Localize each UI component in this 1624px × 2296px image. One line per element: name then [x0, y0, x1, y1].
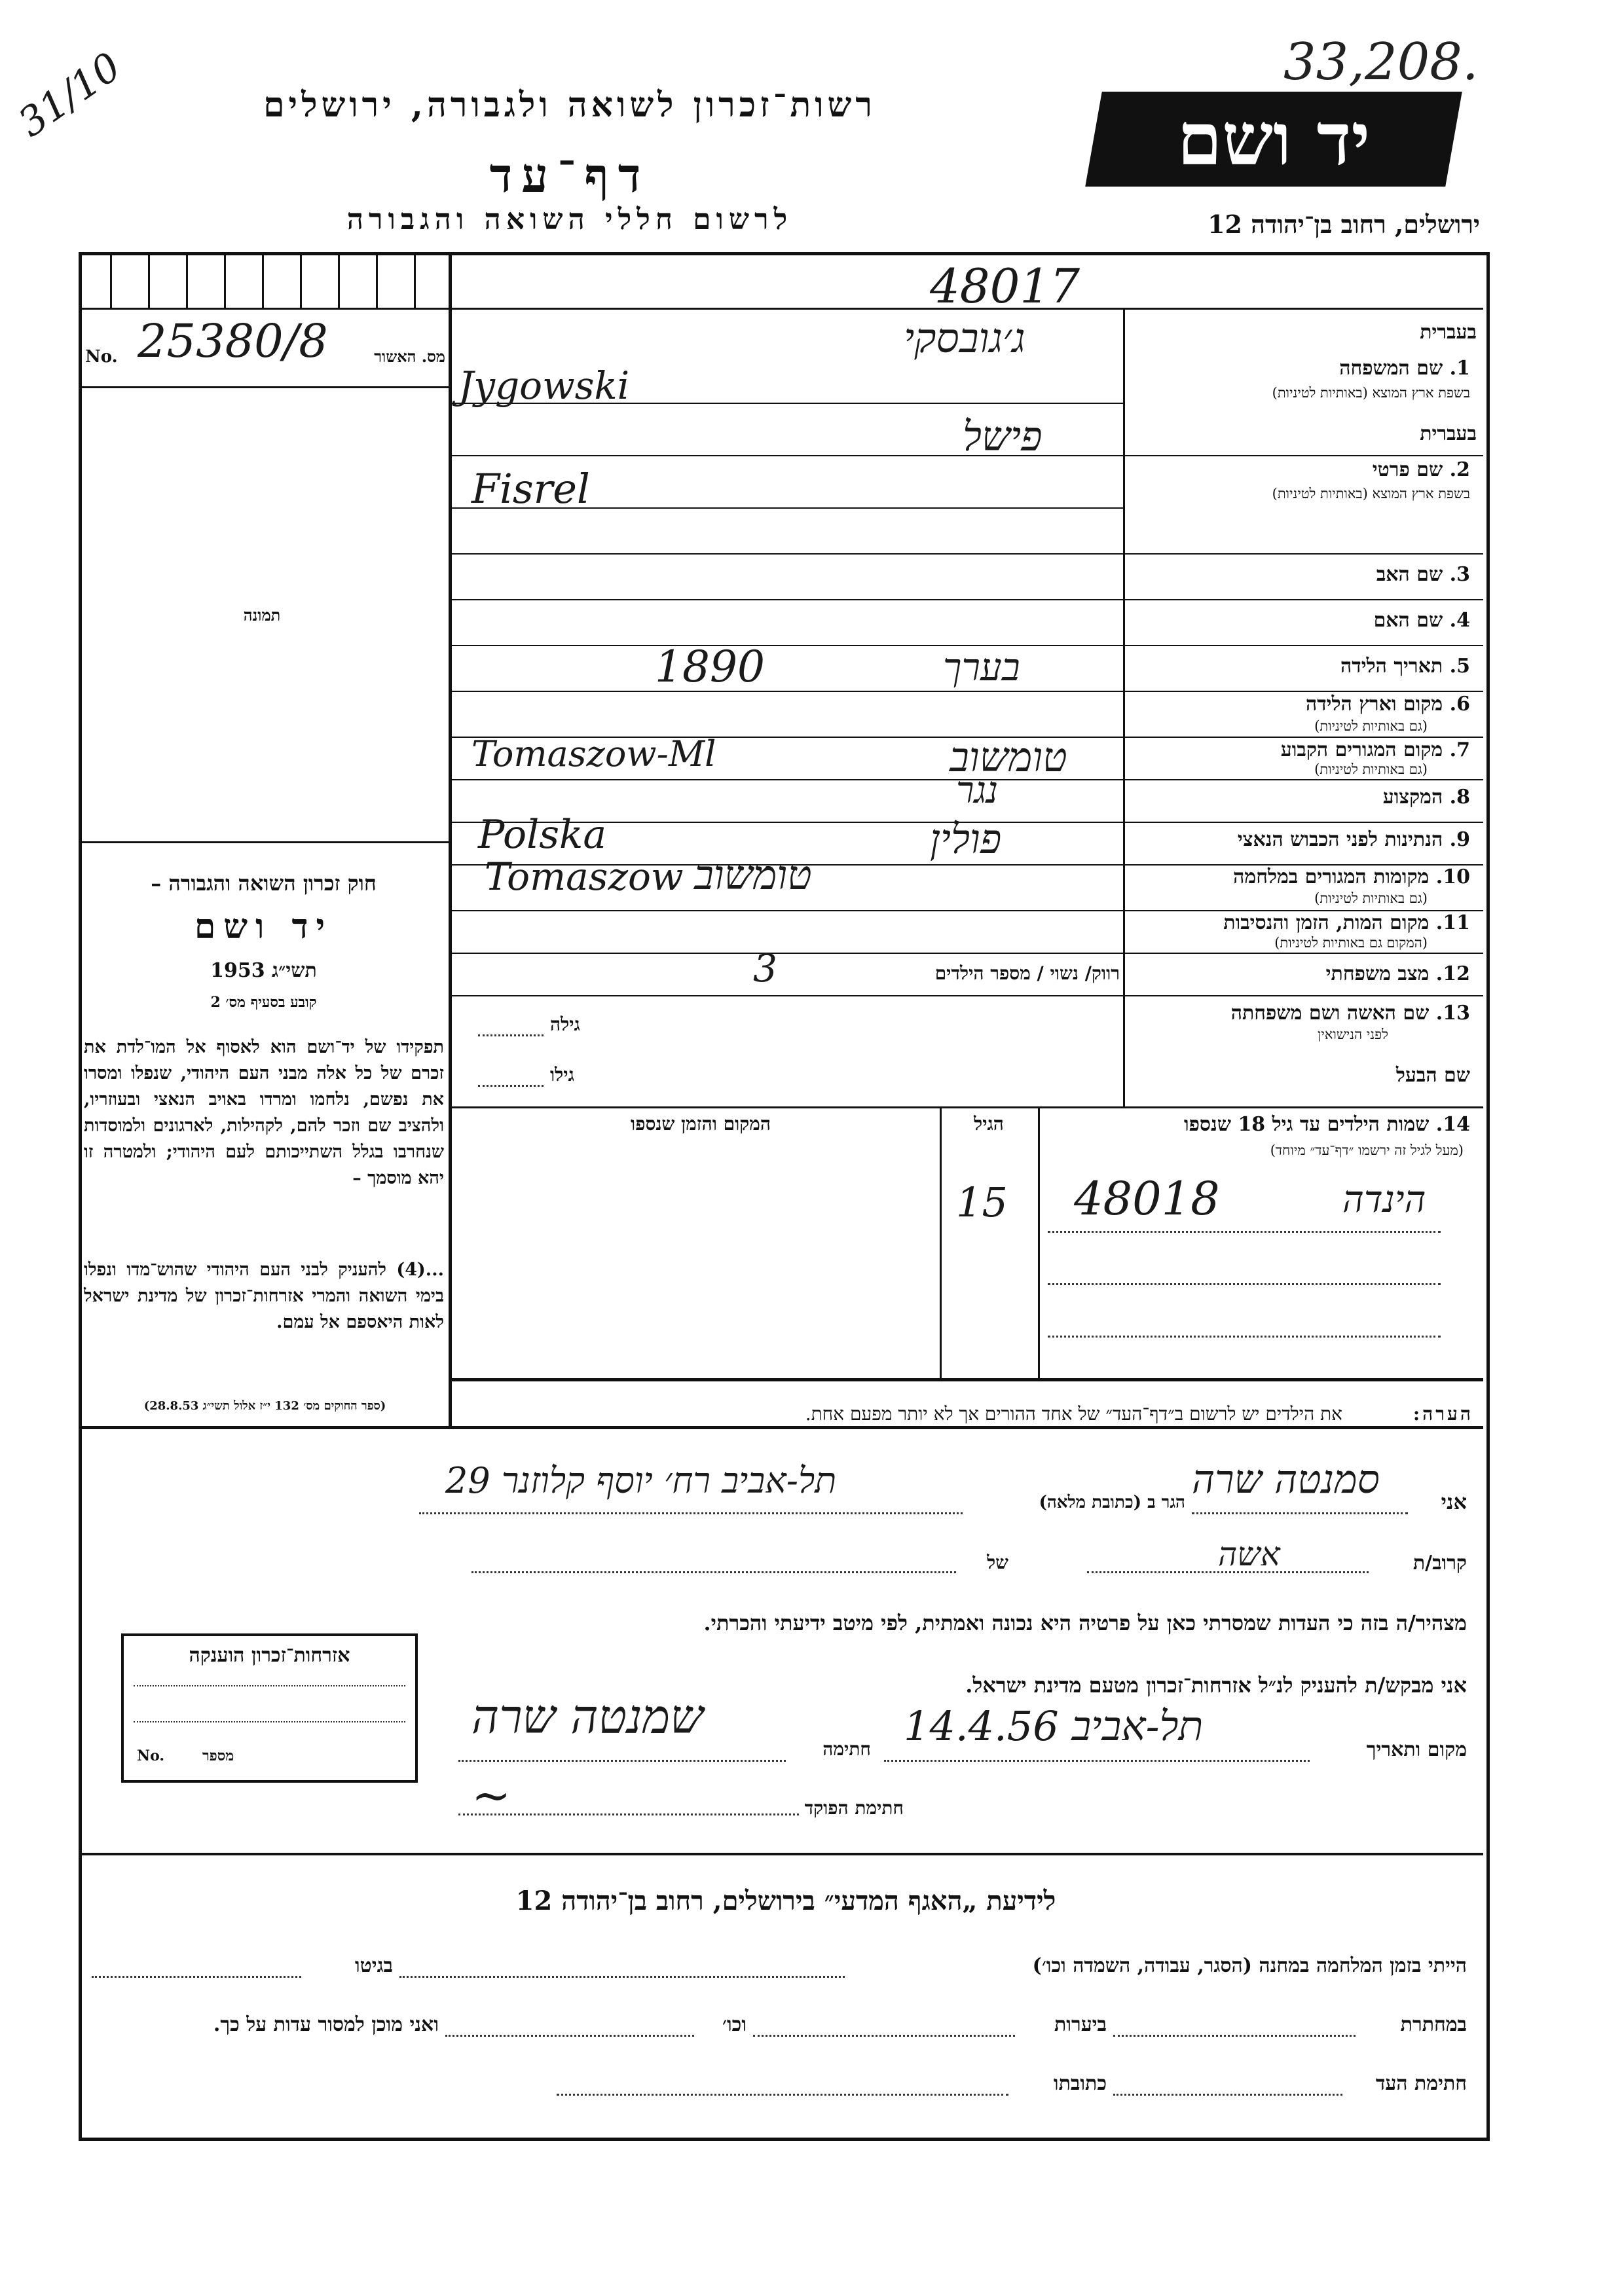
f13-sub: לפני הנישואין	[1318, 1027, 1388, 1042]
f9-value-lat: Polska	[478, 812, 607, 858]
f11-number: 11.	[1435, 911, 1470, 934]
f12-label	[1326, 962, 1470, 985]
f14-label	[1184, 1113, 1470, 1136]
f13-age-label: גילה	[550, 1013, 580, 1035]
f1-in-hebrew: בעברית	[1420, 321, 1477, 344]
f10-sub: (גם באותיות לטיניות)	[1314, 890, 1428, 906]
law-name: יד ושם	[194, 907, 333, 947]
f12-label-text: מצב משפחתי	[1325, 962, 1430, 985]
f1-label-text: שם המשפחה	[1339, 357, 1443, 380]
note-text: את הילדים יש לרשום ב״דף־העד״ של אחד ההורים אך לא יותר מפעם אחת.	[805, 1403, 1342, 1425]
f10-label-text: מקומות המגורים במלחמה	[1233, 866, 1430, 888]
footer-line2-d: ואני מוכן למסור עדות על כך.	[213, 2013, 439, 2036]
child-age: 15	[956, 1178, 1008, 1226]
left-panel-divider	[449, 252, 452, 1427]
authority-line: רשות־זכרון לשואה ולגבורה, ירושלים	[263, 85, 876, 125]
f14-col-age: הגיל	[974, 1113, 1004, 1135]
f13-label-text: שם האשה ושם משפחתה	[1230, 1002, 1430, 1025]
form-subtitle: לרשום חללי השואה והגבורה	[346, 203, 793, 236]
f7-value-lat: Tomaszow-Ml	[471, 733, 716, 774]
f2-sub: בשפת ארץ המוצא (באותיות לטיניות)	[1272, 486, 1470, 501]
f4-label	[1374, 609, 1470, 632]
decl-address: תל-אביב רח׳ יוסף קלוזנר 29	[445, 1460, 837, 1501]
f8-value-he: נגר	[956, 769, 999, 812]
official-signature-mark: ~	[471, 1768, 511, 1823]
corner-note: 33,208.	[1283, 33, 1479, 92]
f2-number: 2.	[1449, 458, 1470, 481]
footer-line1-a: הייתי בזמן המלחמה במחנה (הסגר, עבודה, השמדה וכו׳)	[1032, 1954, 1467, 1977]
law-year: תשי״ג 1953	[210, 959, 317, 982]
reg-no-label: No.	[85, 347, 118, 367]
f5-value-he: בערך	[943, 645, 1020, 689]
citizenship-box-no: מספר	[202, 1747, 234, 1764]
f10-number: 10.	[1435, 866, 1470, 888]
f2-value-he: פישל	[963, 412, 1043, 460]
decl-official-signature-label: חתימת הפוקד	[804, 1797, 904, 1819]
decl-place-date-label: מקום ותאריך	[1366, 1738, 1467, 1761]
f6-label-text: מקום וארץ הלידה	[1305, 693, 1443, 716]
f9-number: 9.	[1449, 828, 1470, 851]
decl-signature-label: חתימה	[822, 1738, 871, 1760]
decl-request: אני מבקש/ת להעניק לנ״ל אזרחות־זכרון מטעם מדינת ישראל.	[965, 1673, 1467, 1698]
footer-line2-a: במחתרת	[1400, 2013, 1467, 2036]
f5-label	[1340, 655, 1470, 678]
footer-title: לידיעת „האגף המדעי״ בירושלים, רחוב בן־יהודה 12	[515, 1886, 1056, 1916]
law-section: קובע בסעיף מס׳ 2	[210, 994, 317, 1011]
f11-sub: (המקום גם באותיות לטיניות)	[1274, 935, 1428, 951]
husband-age-line	[478, 1085, 544, 1087]
child-code: 48018	[1074, 1172, 1220, 1226]
f1-number: 1.	[1449, 357, 1470, 380]
decl-name: סמנטה שרה	[1192, 1457, 1380, 1503]
f12-options: רווק/ נשוי / מספר הילדים	[934, 962, 1120, 984]
f11-label	[1223, 911, 1470, 934]
top-code: 48017	[930, 259, 1080, 314]
form-title: דף־עד	[489, 147, 650, 203]
citizenship-box-no-lat: No.	[137, 1747, 165, 1764]
f3-label	[1376, 563, 1470, 586]
f10-label	[1233, 866, 1470, 888]
decl-relative: קרוב/ת	[1412, 1552, 1467, 1575]
f4-label-text: שם האם	[1373, 609, 1443, 632]
f5-number: 5.	[1449, 655, 1470, 678]
f5-label-text: תאריך הלידה	[1340, 655, 1443, 678]
f2-in-hebrew: בעברית	[1420, 422, 1477, 445]
citizenship-box-title: אזרחות־זכרון הוענקה	[189, 1644, 350, 1667]
law-ref: (ספר החוקים מס׳ 132 י״ז אלול תשי״ג 28.8.53)	[143, 1399, 386, 1413]
law-text: תפקידו של יד־ושם הוא לאסוף אל המו־לדת את זכרם של כל אלה מבני העם היהודי, שנפלו ומסרו את נפשם, נלחמו ומרדו באויב הנאצי ובעוזריו, ולהציב שם וזכר להם, לקהילות, לארגונים ולמוסדות שנחרבו בגלל השתייכותם לעם היהודי; ולמטרה זו יהא מוסמך –	[84, 1037, 444, 1188]
reg-value: 25380/8	[138, 314, 328, 368]
f12-value: 3	[753, 946, 777, 991]
decl-signature-value: שמנטה שרה	[471, 1689, 704, 1744]
decl-place-date-value: תל-אביב 14.4.56	[904, 1702, 1204, 1750]
decl-of: של	[987, 1552, 1008, 1573]
f3-label-text: שם האב	[1376, 563, 1443, 586]
f13-age-line	[478, 1034, 544, 1036]
f3-number: 3.	[1449, 563, 1470, 586]
f7-number: 7.	[1449, 738, 1470, 761]
f1-value-he: ג׳גובסקי	[904, 314, 1025, 362]
child-name: הינדה	[1342, 1178, 1426, 1221]
f14-col-place: המקום והזמן שנספו	[631, 1113, 771, 1135]
f13-number: 13.	[1435, 1002, 1470, 1025]
decl-relation-value: אשה	[1218, 1535, 1280, 1573]
footer-line2-b: ביערות	[1054, 2013, 1107, 2036]
footer-line3-b: כתובתו	[1053, 2072, 1107, 2095]
f7-label	[1281, 738, 1470, 761]
f8-number: 8.	[1449, 786, 1470, 809]
f8-label	[1383, 786, 1470, 809]
decl-statement: מצהיר/ה בזה כי העדות שמסרתי כאן על פרטיה היא נכונה ואמתית, לפי מיטב ידיעתי והכרתי.	[703, 1611, 1467, 1635]
f5-value: 1890	[655, 642, 765, 692]
husband-label: שם הבעל	[1395, 1064, 1470, 1087]
f10-value-he: טומשוב	[694, 851, 812, 899]
f9-value-he: פולין	[930, 815, 1002, 863]
f7-label-text: מקום המגורים הקבוע	[1280, 738, 1443, 761]
f1-value-lat: Jygowski	[458, 363, 630, 408]
f6-label	[1306, 693, 1470, 716]
photo-label: תמונה	[243, 606, 281, 625]
f2-label-text: שם פרטי	[1372, 458, 1443, 481]
footer-line2-c: וכו׳	[722, 2013, 747, 2036]
logo	[1085, 92, 1462, 187]
f14-sub: (מעל לגיל זה ירשמו ״דף־עד״ מיוחד)	[1270, 1142, 1464, 1158]
husband-age-label: גילו	[550, 1064, 574, 1085]
f2-value-lat: Fisrel	[471, 465, 590, 513]
logo-text: יד ושם	[1177, 97, 1371, 181]
f1-label	[1339, 357, 1470, 380]
f1-sub: בשפת ארץ המוצא (באותיות לטיניות)	[1272, 385, 1470, 401]
decl-resides: הגר ב (כתובת מלאה)	[1039, 1493, 1185, 1512]
margin-stamp: 31/10	[10, 43, 130, 147]
note-label: הערה:	[1412, 1403, 1473, 1425]
f9-label	[1238, 828, 1470, 851]
decl-ani: אני	[1441, 1489, 1467, 1514]
label-column-divider	[1123, 308, 1125, 1106]
citizenship-box	[121, 1633, 418, 1783]
f4-number: 4.	[1449, 609, 1470, 632]
f6-sub: (גם באותיות לטיניות)	[1314, 718, 1428, 734]
f2-label	[1373, 458, 1470, 481]
f13-label	[1231, 1002, 1470, 1025]
f10-value-lat: Tomaszow	[485, 854, 684, 899]
f7-value-he: טומשוב	[950, 733, 1067, 781]
f12-number: 12.	[1435, 962, 1470, 985]
reg-label: מס. האשור	[374, 347, 445, 366]
f11-label-text: מקום המות, הזמן והנסיבות	[1223, 911, 1430, 934]
f9-label-text: הנתינות לפני הכבוש הנאצי	[1237, 828, 1443, 851]
form-frame	[79, 252, 1490, 2141]
address: ירושלים, רחוב בן־יהודה 12	[1208, 210, 1480, 239]
f14-label-text: שמות הילדים עד גיל 18 שנספו	[1183, 1113, 1430, 1136]
law-title: חוק זכרון השואה והגבורה –	[151, 871, 377, 896]
f8-label-text: המקצוע	[1382, 786, 1443, 809]
f7-sub: (גם באותיות לטיניות)	[1314, 761, 1428, 777]
f6-number: 6.	[1449, 693, 1470, 716]
footer-line3-a: חתימת העד	[1375, 2072, 1467, 2095]
law-text-2: ...(4) להעניק לבני העם היהודי שהוש־מדו ונפלו בימי השואה והמרי אזרחות־זכרון של מדינת ישראל לאות היאספם אל עמם.	[84, 1260, 444, 1332]
footer-line1-b: בגיטו	[354, 1954, 393, 1977]
f14-number: 14.	[1435, 1113, 1470, 1136]
